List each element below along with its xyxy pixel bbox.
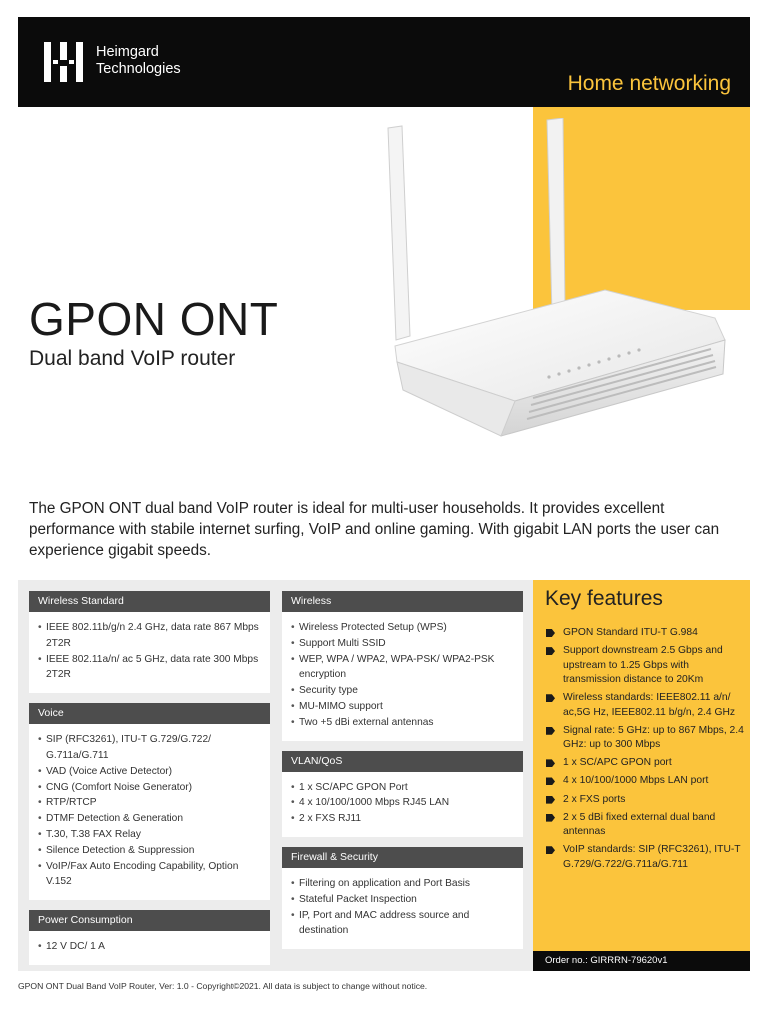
footer-note: GPON ONT Dual Band VoIP Router, Ver: 1.0 - Copyright©2021. All data is subject to change without notice. — [18, 981, 428, 991]
heimgard-logo-icon — [44, 42, 84, 82]
spec-list — [38, 620, 262, 683]
key-feature-item: 4 x 10/100/1000 Mbps LAN port — [546, 774, 746, 789]
spec-card-wireless-standard — [29, 591, 270, 693]
spec-list-item: • 1 x SC/APC GPON Port — [291, 780, 515, 796]
spec-list-item: • Two +5 dBi external antennas — [291, 715, 515, 731]
spec-list-item: • MU-MIMO support — [291, 699, 515, 715]
brand-name — [96, 44, 181, 78]
key-feature-item: 1 x SC/APC GPON port — [546, 756, 746, 771]
spec-list-item: • Support Multi SSID — [291, 636, 515, 652]
intro-paragraph: The GPON ONT dual band VoIP router is ideal for multi-user households. It provides excellent performance with stabile internet surfing, VoIP and online gaming. With gigabit LAN ports the user can experience gigabit speeds. — [29, 500, 720, 559]
product-subtitle: Dual band VoIP router — [29, 347, 236, 370]
spec-list — [291, 780, 515, 827]
spec-list — [291, 876, 515, 939]
spec-list-item: • Security type — [291, 683, 515, 699]
spec-card-power — [29, 910, 270, 965]
spec-card-heading: Wireless Standard — [29, 591, 270, 612]
spec-card-firewall — [282, 847, 523, 949]
spec-card-wireless — [282, 591, 523, 741]
key-features-list — [546, 626, 746, 876]
spec-list-item: • IEEE 802.11b/g/n 2.4 GHz, data rate 867 Mbps 2T2R — [38, 620, 262, 652]
spec-card-heading: Power Consumption — [29, 910, 270, 931]
spec-card-vlan-qos — [282, 751, 523, 837]
spec-list-item: • DTMF Detection & Generation — [38, 811, 262, 827]
spec-list-item: • 4 x 10/100/1000 Mbps RJ45 LAN — [291, 795, 515, 811]
key-feature-item: Wireless standards: IEEE802.11 a/n/ ac,5G Hz, IEEE802.11 b/g/n, 2.4 GHz — [546, 691, 746, 720]
spec-list-item: • IP, Port and MAC address source and destination — [291, 908, 515, 940]
spec-list-item: • SIP (RFC3261), ITU-T G.729/G.722/ G.711a/G.711 — [38, 732, 262, 764]
spec-list-item: • VAD (Voice Active Detector) — [38, 764, 262, 780]
category-label: Home networking — [567, 72, 731, 95]
spec-list-item: • WEP, WPA / WPA2, WPA-PSK/ WPA2-PSK encryption — [291, 652, 515, 684]
brand-name-line1: Heimgard — [96, 44, 159, 60]
spec-list-item: • IEEE 802.11a/n/ ac 5 GHz, data rate 300 Mbps 2T2R — [38, 652, 262, 684]
spec-card-heading: Voice — [29, 703, 270, 724]
spec-list-item: • Silence Detection & Suppression — [38, 843, 262, 859]
spec-list-item: • RTP/RTCP — [38, 795, 262, 811]
spec-list-item: • 2 x FXS RJ11 — [291, 811, 515, 827]
spec-card-heading: Firewall & Security — [282, 847, 523, 868]
spec-list-item: • Stateful Packet Inspection — [291, 892, 515, 908]
key-feature-item: Support downstream 2.5 Gbps and upstream to 1.25 Gbps with transmission distance to 20Km — [546, 644, 746, 688]
spec-list-item: • Filtering on application and Port Basis — [291, 876, 515, 892]
key-feature-item: VoIP standards: SIP (RFC3261), ITU-T G.729/G.722/G.711a/G.711 — [546, 843, 746, 872]
spec-card-heading: VLAN/QoS — [282, 751, 523, 772]
key-feature-item: 2 x 5 dBi fixed external dual band antennas — [546, 811, 746, 840]
spec-card-voice — [29, 703, 270, 900]
key-feature-item: GPON Standard ITU-T G.984 — [546, 626, 746, 641]
spec-card-heading: Wireless — [282, 591, 523, 612]
key-feature-item: 2 x FXS ports — [546, 793, 746, 808]
spec-list — [291, 620, 515, 731]
spec-list-item: • T.30, T.38 FAX Relay — [38, 827, 262, 843]
key-features-panel — [533, 580, 750, 971]
router-image — [375, 118, 750, 448]
spec-list-item: • CNG (Comfort Noise Generator) — [38, 780, 262, 796]
spec-column-right — [282, 591, 523, 959]
spec-column-left — [29, 591, 270, 975]
spec-area — [18, 580, 533, 971]
spec-list-item: • VoIP/Fax Auto Encoding Capability, Option V.152 — [38, 859, 262, 891]
spec-list-item: • Wireless Protected Setup (WPS) — [291, 620, 515, 636]
order-number: Order no.: GIRRRN-79620v1 — [533, 951, 750, 971]
key-feature-item: Signal rate: 5 GHz: up to 867 Mbps, 2.4 GHz: up to 300 Mbps — [546, 724, 746, 753]
spec-list — [38, 732, 262, 890]
spec-list-item: • 12 V DC/ 1 A — [38, 939, 262, 955]
product-title: GPON ONT — [29, 293, 279, 345]
spec-list — [38, 939, 262, 955]
brand-name-line2: Technologies — [96, 61, 181, 77]
key-features-title: Key features — [545, 587, 663, 610]
